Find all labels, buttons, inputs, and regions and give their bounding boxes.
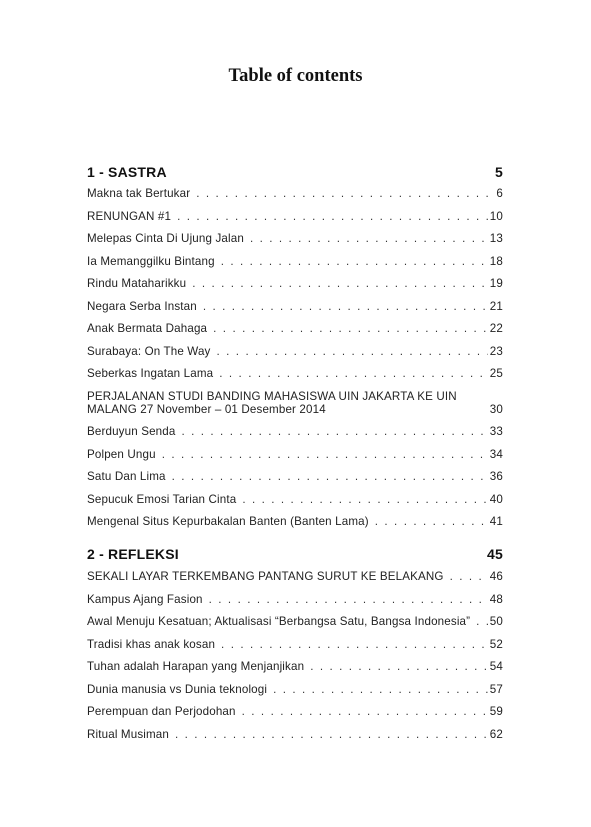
toc-entry[interactable] xyxy=(87,300,503,313)
dot-leader xyxy=(192,277,488,290)
entry-page-number: 41 xyxy=(489,515,503,528)
dot-leader xyxy=(217,345,488,358)
dot-leader xyxy=(450,570,488,583)
entry-page-number: 62 xyxy=(489,727,503,741)
toc-entry[interactable] xyxy=(87,660,503,673)
entry-title: Seberkas Ingatan Lama xyxy=(87,367,214,380)
entry-title: Perempuan dan Perjodohan xyxy=(87,705,236,718)
section-heading-refleksi[interactable] xyxy=(87,546,503,562)
entry-page-number: 50 xyxy=(489,615,503,628)
toc-entry[interactable] xyxy=(87,232,503,245)
toc-entry[interactable] xyxy=(87,210,503,223)
toc-entry[interactable] xyxy=(87,345,503,358)
page-title: Table of contents xyxy=(228,66,363,86)
entry-page-number: 40 xyxy=(489,492,503,506)
dot-leader xyxy=(221,638,488,651)
toc-entry[interactable] xyxy=(87,728,503,741)
entry-title: Surabaya: On The Way xyxy=(87,344,211,358)
entry-page-number: 18 xyxy=(489,254,503,268)
entry-title: Anak Bermata Dahaga xyxy=(87,322,208,335)
entry-title: RENUNGAN #1 xyxy=(87,209,172,223)
entry-page-number: 30 xyxy=(489,402,503,416)
toc-entry[interactable] xyxy=(87,470,503,483)
entry-page-number: 54 xyxy=(489,660,503,673)
entry-title: Ia Memanggilku Bintang xyxy=(87,254,215,268)
dot-leader xyxy=(242,493,487,506)
dot-leader xyxy=(196,187,494,200)
section-page-number: 5 xyxy=(495,164,503,180)
dot-leader xyxy=(181,425,487,438)
entry-page-number: 6 xyxy=(496,187,503,200)
dot-leader xyxy=(219,367,488,380)
toc-entry[interactable] xyxy=(87,187,503,200)
toc-entry[interactable] xyxy=(87,367,503,380)
dot-leader xyxy=(203,300,488,313)
entry-page-number: 25 xyxy=(489,367,503,380)
toc-entry[interactable] xyxy=(87,255,503,268)
entry-page-number: 59 xyxy=(489,705,503,718)
entry-page-number: 21 xyxy=(489,299,503,313)
entry-title: Rindu Mataharikku xyxy=(87,277,187,290)
toc-entry[interactable] xyxy=(87,705,503,718)
table-of-contents xyxy=(87,160,503,750)
dot-leader xyxy=(175,728,488,741)
entry-title: Mengenal Situs Kepurbakalan Banten (Banten Lama) xyxy=(87,515,369,528)
entry-title: Ritual Musiman xyxy=(87,727,169,741)
toc-entry[interactable] xyxy=(87,615,503,628)
entry-page-number: 57 xyxy=(489,682,503,696)
entry-page-number: 19 xyxy=(489,277,503,290)
section-title: 2 - REFLEKSI xyxy=(87,546,179,562)
entry-title: PERJALANAN STUDI BANDING MAHASISWA UIN JAKARTA KE UIN MALANG 27 November – 01 Desember 2014 xyxy=(87,389,457,416)
entry-page-number: 10 xyxy=(489,209,503,223)
entry-page-number: 46 xyxy=(489,570,503,583)
entry-title: Dunia manusia vs Dunia teknologi xyxy=(87,682,268,696)
entry-title: Tradisi khas anak kosan xyxy=(87,637,216,651)
toc-entry[interactable] xyxy=(87,570,503,583)
toc-entry[interactable] xyxy=(87,448,503,461)
entry-title: Kampus Ajang Fasion xyxy=(87,592,203,606)
entry-title: Berduyun Senda xyxy=(87,425,176,438)
entry-title: Makna tak Bertukar xyxy=(87,187,191,200)
entry-title: Melepas Cinta Di Ujung Jalan xyxy=(87,232,244,245)
dot-leader xyxy=(221,255,488,268)
entry-page-number: 33 xyxy=(489,425,503,438)
entry-title: Negara Serba Instan xyxy=(87,299,197,313)
dot-leader xyxy=(213,322,488,335)
entry-page-number: 23 xyxy=(489,344,503,358)
toc-entry[interactable] xyxy=(87,683,503,696)
toc-entry[interactable] xyxy=(87,322,503,335)
toc-entry[interactable] xyxy=(87,593,503,606)
section-page-number: 45 xyxy=(487,546,503,562)
entry-title: Tuhan adalah Harapan yang Menjanjikan xyxy=(87,660,305,673)
entry-title: SEKALI LAYAR TERKEMBANG PANTANG SURUT KE BELAKANG xyxy=(87,570,444,583)
dot-leader xyxy=(476,615,488,628)
entry-title: Awal Menuju Kesatuan; Aktualisasi “Berbangsa Satu, Bangsa Indonesia” xyxy=(87,615,471,628)
section-heading-sastra[interactable] xyxy=(87,164,503,180)
entry-page-number: 36 xyxy=(489,470,503,483)
dot-leader xyxy=(375,515,488,528)
dot-leader xyxy=(177,210,488,223)
entry-page-number: 34 xyxy=(489,447,503,461)
toc-entry[interactable] xyxy=(87,638,503,651)
entry-page-number: 48 xyxy=(489,592,503,606)
dot-leader xyxy=(242,705,488,718)
dot-leader xyxy=(209,593,488,606)
toc-entry[interactable] xyxy=(87,277,503,290)
entry-title: Sepucuk Emosi Tarian Cinta xyxy=(87,492,237,506)
entry-page-number: 52 xyxy=(489,637,503,651)
dot-leader xyxy=(162,448,488,461)
dot-leader xyxy=(273,683,488,696)
dot-leader xyxy=(250,232,488,245)
dot-leader xyxy=(172,470,488,483)
toc-entry[interactable] xyxy=(87,493,503,506)
toc-entry[interactable] xyxy=(87,390,503,416)
toc-entry[interactable] xyxy=(87,515,503,528)
entry-page-number: 22 xyxy=(489,322,503,335)
entry-title: Polpen Ungu xyxy=(87,447,156,461)
entry-page-number: 13 xyxy=(489,232,503,245)
toc-entry[interactable] xyxy=(87,425,503,438)
entry-title: Satu Dan Lima xyxy=(87,470,166,483)
section-title: 1 - SASTRA xyxy=(87,164,167,180)
dot-leader xyxy=(310,660,488,673)
